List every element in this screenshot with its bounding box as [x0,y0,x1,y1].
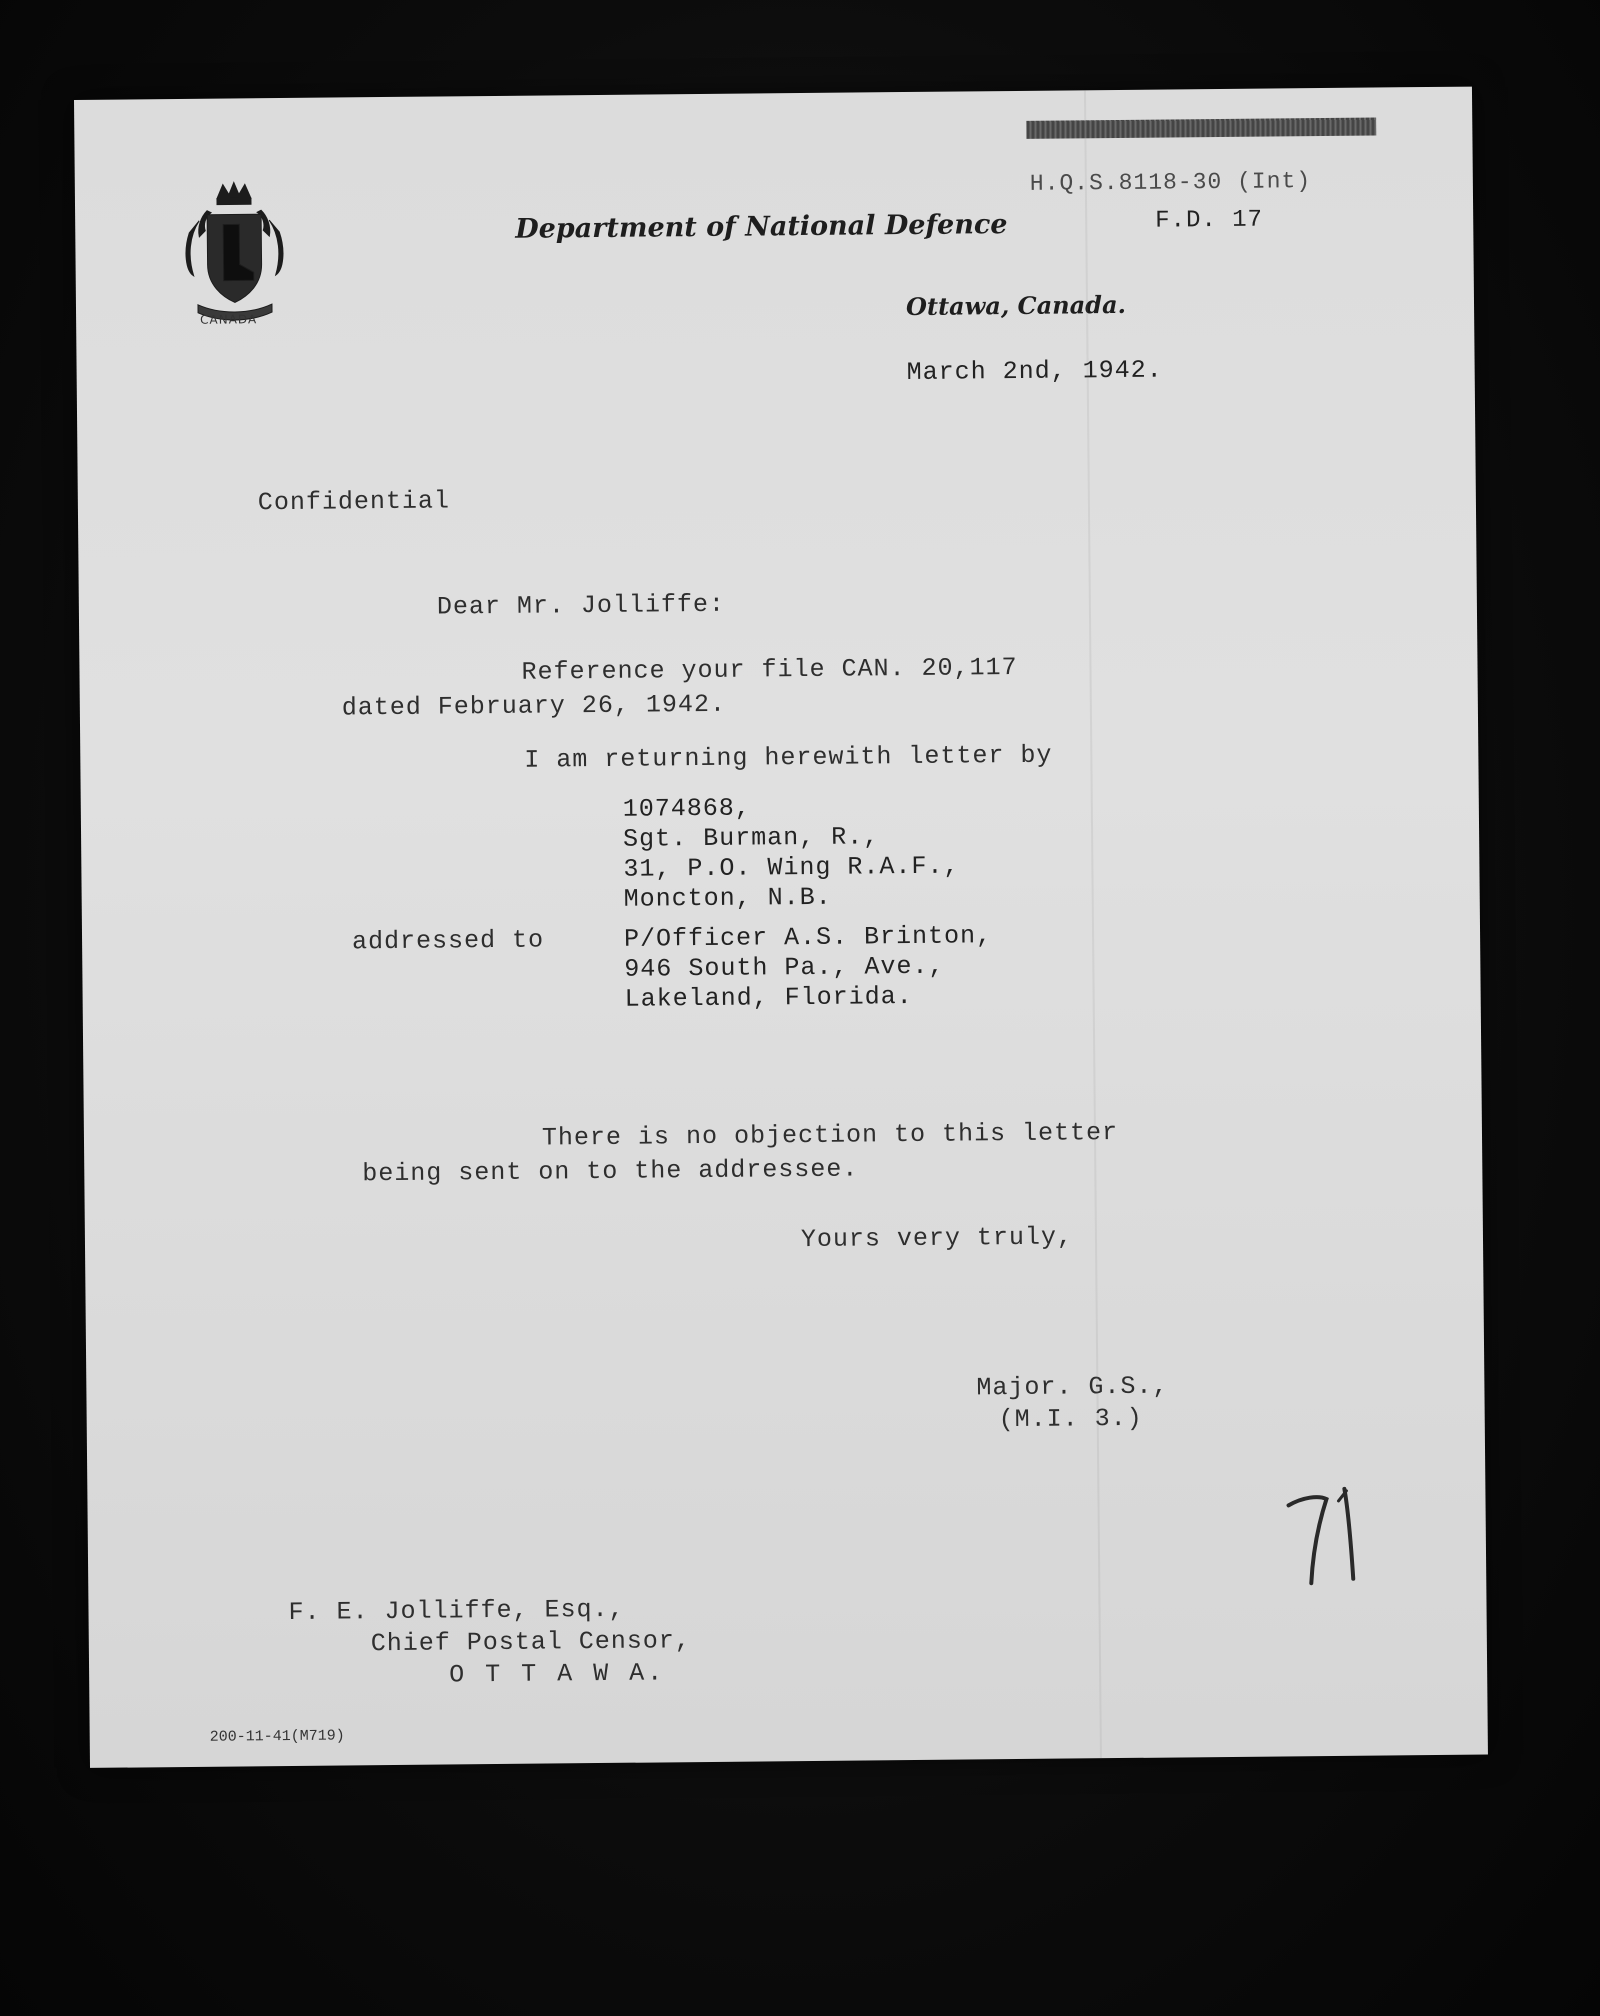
closing: Yours very truly, [800,1222,1074,1255]
recipient-title: Chief Postal Censor, [370,1626,692,1659]
struck-out-file-number [1026,114,1376,143]
sender-line: Sgt. Burman, R., [622,822,880,854]
addressee-line: 946 South Pa., Ave., [624,951,945,984]
coat-of-arms-icon [179,180,290,331]
recipient-name: F. E. Jolliffe, Esq., [288,1594,625,1628]
salutation: Dear Mr. Jolliffe: [436,589,726,622]
form-code: F.D. 17 [1155,206,1264,235]
sender-line: 1074868, [622,793,751,824]
signature-unit: (M.I. 3.) [998,1403,1143,1435]
form-footer-code: 200-11-41(M719) [209,1727,345,1746]
sender-line: 31, P.O. Wing R.A.F., [623,851,960,884]
handwritten-folio-mark [1282,1483,1373,1594]
returning-line: I am returning herewith letter by [524,740,1053,775]
sender-line: Moncton, N.B. [623,882,832,914]
addressed-to-label: addressed to [351,925,545,957]
classification-label: Confidential [257,486,451,518]
objection-line-continued: being sent on to the addressee. [362,1154,859,1189]
department-heading: Department of National Defence [515,209,1008,245]
addressee-line: Lakeland, Florida. [624,981,913,1014]
letter-date: March 2nd, 1942. [906,355,1163,388]
objection-line: There is no objection to this letter [541,1118,1119,1153]
crest-label: CANADA [200,312,258,327]
place-line: Ottawa, Canada. [905,289,1127,322]
file-number: H.Q.S.8118-30 (Int) [1029,168,1312,197]
reference-line: Reference your file CAN. 20,117 [521,652,1018,687]
recipient-city: O T T A W A. [448,1658,666,1690]
addressee-line: P/Officer A.S. Brinton, [623,921,993,954]
signature-rank: Major. G.S., [976,1371,1169,1403]
letter-page [74,87,1488,1768]
reference-date-line: dated February 26, 1942. [341,689,727,723]
